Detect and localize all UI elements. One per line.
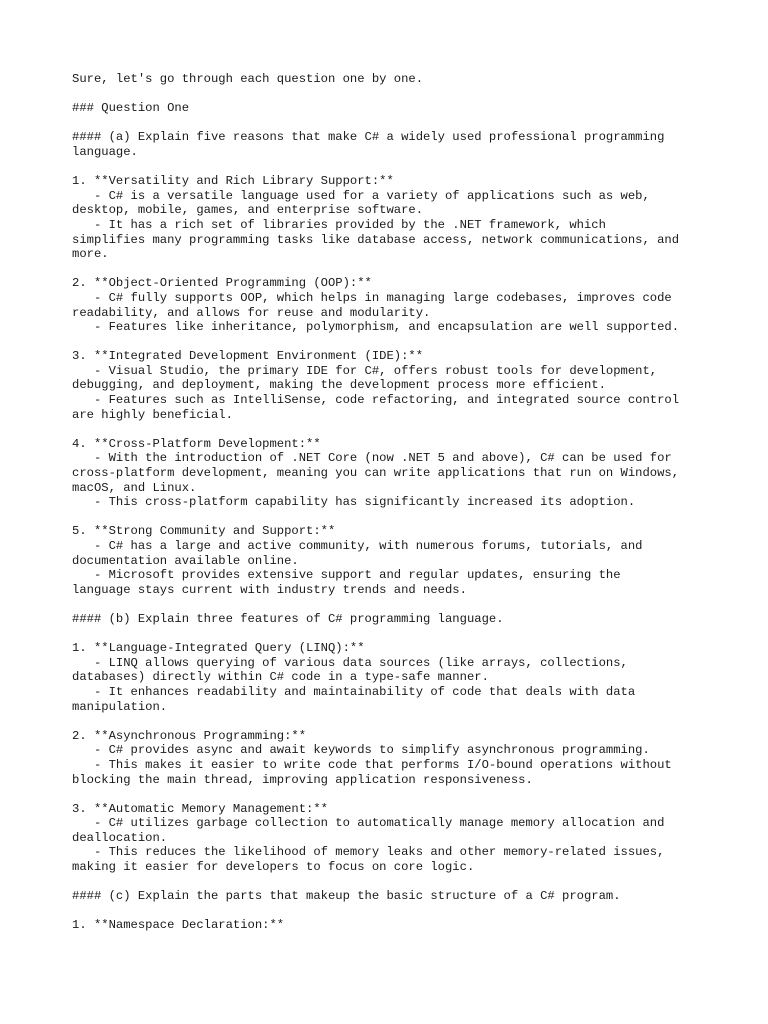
text-line: 1. **Versatility and Rich Library Support:**	[72, 174, 394, 189]
text-line: - C# utilizes garbage collection to automatically manage memory allocation and	[72, 816, 665, 831]
text-line: - Microsoft provides extensive support and regular updates, ensuring the	[72, 568, 621, 583]
text-line: #### (c) Explain the parts that makeup the basic structure of a C# program.	[72, 889, 621, 904]
text-line: macOS, and Linux.	[72, 480, 197, 495]
blank-line	[72, 262, 712, 277]
text-line: language.	[72, 144, 138, 159]
text-line: 2. **Object-Oriented Programming (OOP):**	[72, 276, 372, 291]
blank-line	[72, 510, 712, 525]
blank-line	[72, 160, 712, 175]
text-line: - This cross-platform capability has significantly increased its adoption.	[72, 495, 636, 510]
document-page	[72, 72, 712, 933]
blank-line	[72, 422, 712, 437]
text-line: 4. **Cross-Platform Development:**	[72, 436, 321, 451]
text-line: #### (b) Explain three features of C# programming language.	[72, 611, 504, 626]
text-line: databases) directly within C# code in a type-safe manner.	[72, 670, 489, 685]
blank-line	[72, 904, 712, 919]
text-line: desktop, mobile, games, and enterprise software.	[72, 203, 424, 218]
blank-line	[72, 116, 712, 131]
text-line: language stays current with industry trends and needs.	[72, 582, 467, 597]
text-line: - C# fully supports OOP, which helps in managing large codebases, improves code	[72, 290, 672, 305]
text-line: cross-platform development, meaning you can write applications that run on Windows,	[72, 466, 680, 481]
text-line: - It enhances readability and maintainability of code that deals with data	[72, 684, 636, 699]
text-line: 1. **Namespace Declaration:**	[72, 918, 285, 933]
text-line: - It has a rich set of libraries provided by the .NET framework, which	[72, 217, 606, 232]
blank-line	[72, 627, 712, 642]
text-line: making it easier for developers to focus on core logic.	[72, 860, 475, 875]
blank-line	[72, 875, 712, 890]
text-line: 3. **Automatic Memory Management:**	[72, 801, 328, 816]
text-line: - This reduces the likelihood of memory leaks and other memory-related issues,	[72, 845, 665, 860]
blank-line	[72, 335, 712, 350]
text-line: - Features such as IntelliSense, code refactoring, and integrated source control	[72, 393, 680, 408]
blank-line	[72, 787, 712, 802]
text-line: deallocation.	[72, 830, 168, 845]
text-line: Sure, let's go through each question one by one.	[72, 72, 424, 86]
text-line: debugging, and deployment, making the development process more efficient.	[72, 378, 606, 393]
text-line: readability, and allows for reuse and modularity.	[72, 305, 431, 320]
text-line: blocking the main thread, improving application responsiveness.	[72, 772, 533, 787]
text-line: documentation available online.	[72, 553, 299, 568]
text-line: #### (a) Explain five reasons that make C# a widely used professional programming	[72, 130, 665, 145]
text-line: - LINQ allows querying of various data sources (like arrays, collections,	[72, 655, 628, 670]
text-line: 5. **Strong Community and Support:**	[72, 524, 336, 539]
text-line: - This makes it easier to write code that performs I/O-bound operations without	[72, 757, 672, 772]
blank-line	[72, 87, 712, 102]
text-line: are highly beneficial.	[72, 407, 233, 422]
text-line: - Visual Studio, the primary IDE for C#, offers robust tools for development,	[72, 363, 658, 378]
text-line: ### Question One	[72, 101, 190, 116]
text-line: - C# has a large and active community, with numerous forums, tutorials, and	[72, 539, 643, 553]
text-line: - C# provides async and await keywords to simplify asynchronous programming.	[72, 743, 650, 758]
text-line: 2. **Asynchronous Programming:**	[72, 728, 307, 743]
text-line: more.	[72, 247, 109, 262]
blank-line	[72, 597, 712, 612]
text-line: manipulation.	[72, 699, 168, 714]
text-line: - C# is a versatile language used for a variety of applications such as web,	[72, 188, 650, 203]
text-line: - Features like inheritance, polymorphism, and encapsulation are well supported.	[72, 320, 680, 335]
blank-line	[72, 714, 712, 729]
text-line: 1. **Language-Integrated Query (LINQ):**	[72, 641, 365, 656]
text-line: simplifies many programming tasks like database access, network communications, and	[72, 232, 680, 247]
text-line: 3. **Integrated Development Environment (IDE):**	[72, 349, 424, 364]
text-line: - With the introduction of .NET Core (now .NET 5 and above), C# can be used for	[72, 451, 672, 466]
